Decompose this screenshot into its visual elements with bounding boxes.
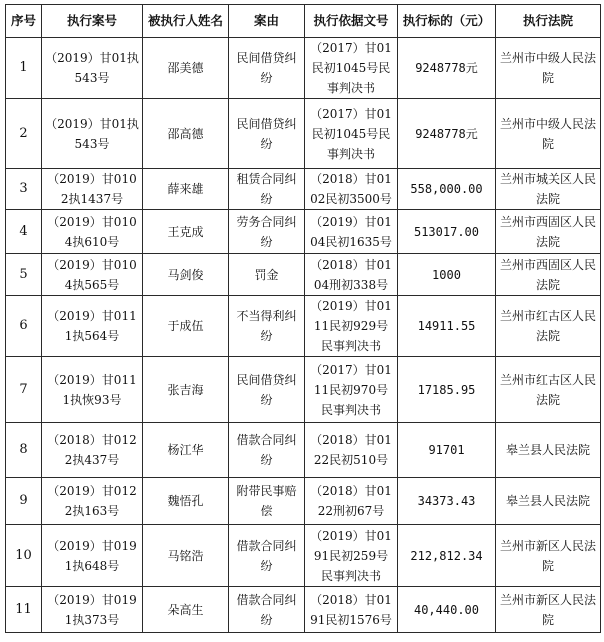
- amount: 40,440.00: [398, 587, 496, 633]
- case-cause: 借款合同纠纷: [229, 587, 305, 633]
- table-row: [6, 478, 601, 525]
- debtor-name: 马剑俊: [143, 254, 229, 296]
- table-row: [6, 423, 601, 478]
- table-row: [6, 587, 601, 633]
- header-amount: 执行标的（元）: [398, 5, 496, 38]
- table-row: [6, 38, 601, 99]
- header-court: 执行法院: [496, 5, 601, 38]
- table-row: [6, 99, 601, 169]
- amount: 34373.43: [398, 478, 496, 525]
- case-number: （2019）甘0191执373号: [42, 587, 143, 633]
- court: 兰州市中级人民法院: [496, 38, 601, 99]
- case-number: （2019）甘0111执564号: [42, 296, 143, 357]
- case-number: （2019）甘0102执1437号: [42, 169, 143, 210]
- court: 兰州市新区人民法院: [496, 525, 601, 587]
- case-number: （2019）甘0191执648号: [42, 525, 143, 587]
- header-debtor-name: 被执行人姓名: [143, 5, 229, 38]
- court: 兰州市城关区人民法院: [496, 169, 601, 210]
- debtor-name: 魏悟孔: [143, 478, 229, 525]
- court: 皋兰县人民法院: [496, 478, 601, 525]
- amount: 513017.00: [398, 210, 496, 254]
- basis-document: （2019）甘0111民初929号民事判决书: [305, 296, 398, 357]
- table-row: [6, 296, 601, 357]
- court: 兰州市红古区人民法院: [496, 357, 601, 423]
- case-cause: 罚金: [229, 254, 305, 296]
- case-cause: 租赁合同纠纷: [229, 169, 305, 210]
- case-number: （2019）甘01执543号: [42, 99, 143, 169]
- row-number: 3: [6, 169, 42, 210]
- court: 兰州市新区人民法院: [496, 587, 601, 633]
- row-number: 10: [6, 525, 42, 587]
- court: 皋兰县人民法院: [496, 423, 601, 478]
- debtor-name: 朵高生: [143, 587, 229, 633]
- row-number: 8: [6, 423, 42, 478]
- case-number: （2018）甘0122执437号: [42, 423, 143, 478]
- row-number: 2: [6, 99, 42, 169]
- enforcement-table: [5, 4, 601, 633]
- debtor-name: 王克成: [143, 210, 229, 254]
- basis-document: （2018）甘0191民初1576号: [305, 587, 398, 633]
- basis-document: （2018）甘0122民初510号: [305, 423, 398, 478]
- case-cause: 不当得利纠纷: [229, 296, 305, 357]
- row-number: 4: [6, 210, 42, 254]
- case-cause: 借款合同纠纷: [229, 525, 305, 587]
- basis-document: （2018）甘0122刑初67号: [305, 478, 398, 525]
- debtor-name: 邵美德: [143, 38, 229, 99]
- court: 兰州市西固区人民法院: [496, 210, 601, 254]
- amount: 9248778元: [398, 99, 496, 169]
- row-number: 11: [6, 587, 42, 633]
- basis-document: （2017）甘0111民初970号民事判决书: [305, 357, 398, 423]
- debtor-name: 杨江华: [143, 423, 229, 478]
- table-row: [6, 169, 601, 210]
- row-number: 5: [6, 254, 42, 296]
- header-basis-doc: 执行依据文号: [305, 5, 398, 38]
- table-row: [6, 525, 601, 587]
- court: 兰州市红古区人民法院: [496, 296, 601, 357]
- debtor-name: 马铭浩: [143, 525, 229, 587]
- row-number: 6: [6, 296, 42, 357]
- case-cause: 借款合同纠纷: [229, 423, 305, 478]
- debtor-name: 于成伍: [143, 296, 229, 357]
- basis-document: （2017）甘01民初1045号民事判决书: [305, 99, 398, 169]
- table-row: [6, 210, 601, 254]
- debtor-name: 张吉海: [143, 357, 229, 423]
- basis-document: （2019）甘0104民初1635号: [305, 210, 398, 254]
- basis-document: （2018）甘0102民初3500号: [305, 169, 398, 210]
- table-row: [6, 357, 601, 423]
- case-cause: 民间借贷纠纷: [229, 357, 305, 423]
- case-cause: 附带民事赔偿: [229, 478, 305, 525]
- amount: 14911.55: [398, 296, 496, 357]
- case-number: （2019）甘0104执565号: [42, 254, 143, 296]
- case-cause: 民间借贷纠纷: [229, 99, 305, 169]
- case-number: （2019）甘0111执恢93号: [42, 357, 143, 423]
- case-number: （2019）甘01执543号: [42, 38, 143, 99]
- row-number: 1: [6, 38, 42, 99]
- basis-document: （2019）甘0191民初259号民事判决书: [305, 525, 398, 587]
- basis-document: （2018）甘0104刑初338号: [305, 254, 398, 296]
- header-case-number: 执行案号: [42, 5, 143, 38]
- amount: 17185.95: [398, 357, 496, 423]
- row-number: 9: [6, 478, 42, 525]
- court: 兰州市西固区人民法院: [496, 254, 601, 296]
- case-number: （2019）甘0122执163号: [42, 478, 143, 525]
- case-cause: 民间借贷纠纷: [229, 38, 305, 99]
- amount: 212,812.34: [398, 525, 496, 587]
- debtor-name: 薛来雄: [143, 169, 229, 210]
- case-cause: 劳务合同纠纷: [229, 210, 305, 254]
- case-number: （2019）甘0104执610号: [42, 210, 143, 254]
- amount: 1000: [398, 254, 496, 296]
- header-no: 序号: [6, 5, 42, 38]
- header-cause: 案由: [229, 5, 305, 38]
- table-row: [6, 254, 601, 296]
- debtor-name: 邵高德: [143, 99, 229, 169]
- row-number: 7: [6, 357, 42, 423]
- header-row: [6, 5, 601, 38]
- basis-document: （2017）甘01民初1045号民事判决书: [305, 38, 398, 99]
- court: 兰州市中级人民法院: [496, 99, 601, 169]
- amount: 9248778元: [398, 38, 496, 99]
- amount: 558,000.00: [398, 169, 496, 210]
- amount: 91701: [398, 423, 496, 478]
